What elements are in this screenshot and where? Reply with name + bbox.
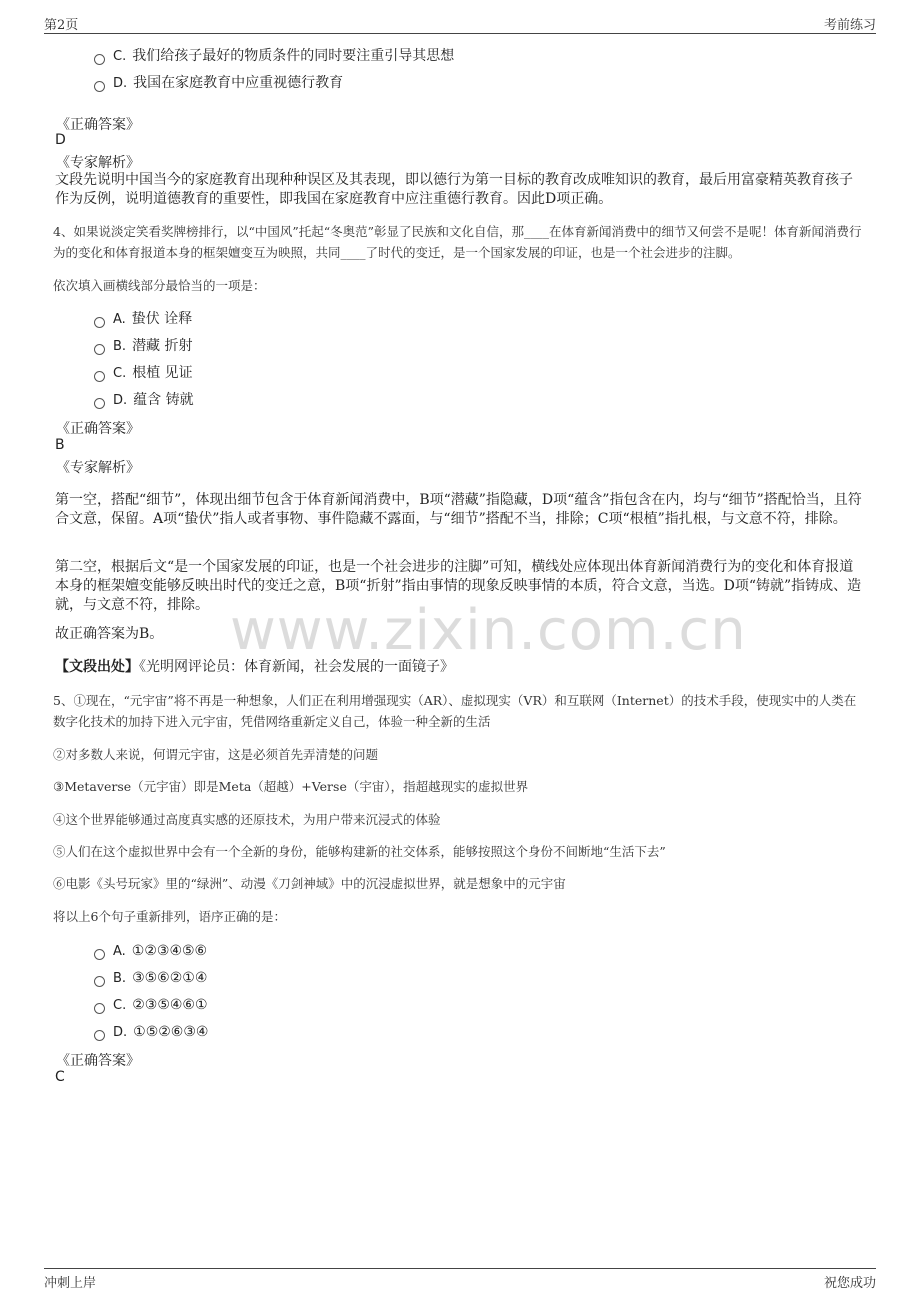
q5-option-b[interactable]: B. ③⑤⑥②①④ (94, 968, 207, 988)
q4-analysis-para1: 第一空，搭配“细节”，体现出细节包含于体育新闻消费中，B项“潜藏”指隐藏，D项“蕴含”指包含在内，均与“细节”搭配恰当，且符合文意，保留。A项“蛰伏”指人或者事物、事件隐藏不露面，与“细节”搭配不当，排除；C项“根植”指扎根，与文意不符，排除。 (55, 492, 862, 527)
footer-right: 祝您成功 (823, 1276, 876, 1291)
radio-icon[interactable] (94, 949, 105, 960)
q5-answer-label: 《正确答案》 (56, 1053, 140, 1069)
q4-analysis-para2: 第二空，根据后文“是一个国家发展的印证，也是一个社会进步的注脚”可知，横线处应体现出体育新闻消费行为的变化和体育报道本身的框架嬗变能够反映出时代的变迁之意，B项“折射”指由事情的现象反映事情的本质，符合文意，当选。D项“铸就”指铸成、造就，与文意不符，排除。 (55, 559, 862, 613)
q5-prompt: 将以上6个句子重新排列，语序正确的是： (53, 909, 286, 924)
footer-left: 冲刺上岸 (44, 1276, 97, 1291)
source-label: 【文段出处】 (55, 659, 139, 675)
q3-option-d[interactable]: D. 我国在家庭教育中应重视德行教育 (94, 73, 343, 93)
q4-conclusion: 故正确答案为B。 (55, 626, 164, 642)
q5-sentence-2: ②对多数人来说，何谓元宇宙，这是必须首先弄清楚的问题 (53, 747, 379, 762)
q4-option-c[interactable]: C. 根植 见证 (94, 363, 193, 383)
q3-answer: D (55, 132, 66, 148)
q4-option-d[interactable]: D. 蕴含 铸就 (94, 390, 194, 410)
q5-answer: C (55, 1069, 65, 1085)
q3-analysis: 文段先说明中国当今的家庭教育出现种种误区及其表现，即以德行为第一目标的教育改成唯知识的教育，最后用富豪精英教育孩子作为反例，说明道德教育的重要性，即我国在家庭教育中应注重德行教育。因此D项正确。 (55, 172, 853, 207)
q5-sentence-6: ⑥电影《头号玩家》里的“绿洲”、动漫《刀剑神域》中的沉浸虚拟世界，就是想象中的元宇宙 (53, 876, 566, 891)
q5-option-a[interactable]: A. ①②③④⑤⑥ (94, 941, 207, 961)
radio-icon[interactable] (94, 344, 105, 355)
radio-icon[interactable] (94, 81, 105, 92)
header-divider (44, 33, 876, 34)
radio-icon[interactable] (94, 1030, 105, 1041)
q5-option-d[interactable]: D. ①⑤②⑥③④ (94, 1022, 208, 1042)
footer-divider (44, 1268, 876, 1269)
page-header (44, 14, 876, 33)
q3-answer-label: 《正确答案》 (56, 117, 140, 133)
q4-option-b[interactable]: B. 潜藏 折射 (94, 336, 193, 356)
radio-icon[interactable] (94, 1003, 105, 1014)
q4-analysis-label: 《专家解析》 (56, 460, 140, 476)
q5-sentence-1: 5、①现在，“元宇宙”将不再是一种想象，人们正在利用增强现实（AR）、虚拟现实（VR）和互联网（Internet）的技术手段，使现实中的人类在数字化技术的加持下进入元宇宙，凭借网络重新定义自己，体验一种全新的生活 (53, 693, 857, 729)
q4-stem: 4、如果说淡定笑看奖牌榜排行，以“中国风”托起“冬奥范”彰显了民族和文化自信，那____在体育新闻消费中的细节又何尝不是呢！体育新闻消费行为的变化和体育报道本身的框架嬗变互为映照，共同____了时代的变迁，是一个国家发展的印证，也是一个社会进步的注脚。 (53, 224, 862, 260)
radio-icon[interactable] (94, 371, 105, 382)
q4-option-a[interactable]: A. 蛰伏 诠释 (94, 309, 192, 329)
radio-icon[interactable] (94, 317, 105, 328)
q4-source (55, 658, 863, 677)
source-text: 《光明网评论员：体育新闻，社会发展的一面镜子》 (139, 659, 454, 675)
radio-icon[interactable] (94, 398, 105, 409)
q5-option-c[interactable]: C. ②③⑤④⑥① (94, 995, 208, 1015)
q5-sentence-4: ④这个世界能够通过高度真实感的还原技术，为用户带来沉浸式的体验 (53, 812, 441, 827)
q4-answer-label: 《正确答案》 (56, 421, 140, 437)
q5-sentence-3: ③Metaverse（元宇宙）即是Meta（超越）+Verse（宇宙），指超越现实的虚拟世界 (53, 779, 529, 794)
q3-analysis-label: 《专家解析》 (56, 155, 140, 171)
radio-icon[interactable] (94, 54, 105, 65)
watermark: www.zixin.com.cn (230, 598, 747, 663)
q4-prompt: 依次填入画横线部分最恰当的一项是： (53, 278, 266, 293)
q4-answer: B (55, 437, 65, 453)
q3-option-c[interactable]: C. 我们给孩子最好的物质条件的同时要注重引导其思想 (94, 46, 454, 66)
page-footer (44, 1272, 876, 1291)
header-title: 考前练习 (823, 18, 876, 33)
q5-sentence-5: ⑤人们在这个虚拟世界中会有一个全新的身份，能够构建新的社交体系，能够按照这个身份不间断地“生活下去” (53, 844, 666, 859)
page-number: 第2页 (44, 18, 79, 33)
radio-icon[interactable] (94, 976, 105, 987)
